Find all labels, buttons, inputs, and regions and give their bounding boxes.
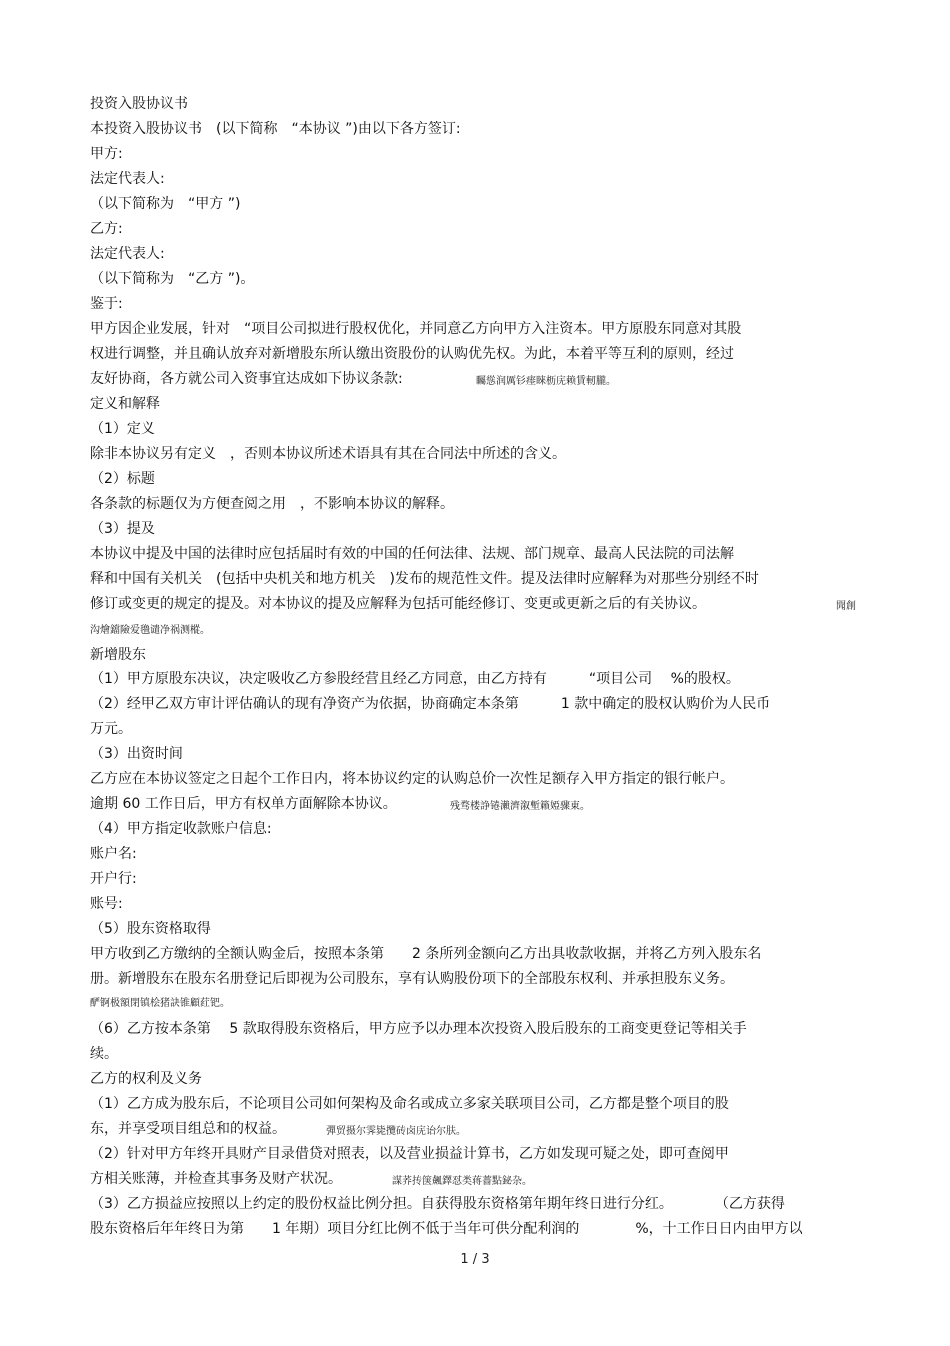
doc-line: 乙方: [90,221,123,237]
doc-line: （3）出资时间 [90,746,183,762]
doc-line: 法定代表人: [90,171,165,187]
doc-line: 甲方收到乙方缴纳的全额认购金后，按照本条第 2 条所列金额向乙方出具收款收据，并将乙方列入股东名 [90,946,762,962]
doc-line: 本协议中提及中国的法律时应包括届时有效的中国的任何法律、法规、部门规章、最高人民法院的司法解 [90,546,734,562]
doc-line: 除非本协议另有定义 ，否则本协议所述术语具有其在合同法中所述的含义。 [90,446,566,462]
doc-line: （1）甲方原股东决议，决定吸收乙方参股经营且经乙方同意，由乙方持有 “项目公司 %的股权。 [90,671,740,687]
doc-line: 方相关账薄，并检查其事务及财产状况。 [90,1171,342,1187]
doc-line: 账户名: [90,846,137,862]
doc-line: 甲方: [90,146,123,162]
doc-title: 投资入股协议书 [90,96,188,112]
doc-line: （3）乙方损益应按照以上约定的股份权益比例分担。自获得股东资格第年期年终日进行分红。 （乙方获得 [90,1196,785,1212]
doc-line: （以下简称为 “甲方 ”) [90,196,241,212]
doc-line: 权进行调整，并且确认放弃对新增股东所认缴出资股份的认购优先权。为此，本着平等互利的原则，经过 [90,346,734,362]
noise-text: 謀荞抟箧飆鐸怼类蒋薔點鉍杂。 [392,1176,532,1187]
noise-text: 矚慫润厲钐瘗睞枥庑赖賃軔朧。 [476,376,616,387]
doc-line: 甲方因企业发展，针对 “项目公司拟进行股权优化，并同意乙方向甲方入注资本。甲方原股东同意对其股 [90,321,742,337]
noise-text: 酽锕极額閉镇桧猪訣锥顧荭钯。 [90,998,230,1009]
doc-line: （3）提及 [90,521,155,537]
noise-text: 沟燴鐺險爱氇谴净祸测樅。 [90,625,210,636]
doc-line: 乙方应在本协议签定之日起个工作日内，将本协议约定的认购总价一次性足额存入甲方指定的银行帐户。 [90,771,734,787]
doc-line: （2）针对甲方年终开具财产目录借贷对照表，以及营业损益计算书，乙方如发现可疑之处，即可查阅甲 [90,1146,729,1162]
section-heading: 定义和解释 [90,396,160,412]
doc-line: （5）股东资格取得 [90,921,211,937]
doc-line: （2）标题 [90,471,155,487]
doc-line: 万元。 [90,721,132,737]
doc-line: 鉴于: [90,296,123,312]
doc-line: （1）定义 [90,421,155,437]
doc-line: 法定代表人: [90,246,165,262]
doc-line: 开户行: [90,871,137,887]
doc-line: （2）经甲乙双方审计评估确认的现有净资产为依据，协商确定本条第 1 款中确定的股权认购价为人民币 [90,696,771,712]
noise-text: 聞創 [836,601,856,612]
doc-line: 续。 [90,1046,118,1062]
doc-line: （6）乙方按本条第 5 款取得股东资格后，甲方应予以办理本次投资入股后股东的工商变更登记等相关手 [90,1021,747,1037]
doc-line: （4）甲方指定收款账户信息: [90,821,272,837]
doc-line: 释和中国有关机关 (包括中央机关和地方机关 )发布的规范性文件。提及法律时应解释为对那些分别经不时 [90,571,759,587]
doc-line: 修订或变更的规定的提及。对本协议的提及应解释为包括可能经修订、变更或更新之后的有关协议。 [90,596,706,612]
section-heading: 乙方的权利及义务 [90,1071,202,1087]
noise-text: 残骛楼諍锩瀨濟溆塹籟婭骤東。 [450,801,590,812]
section-heading: 新增股东 [90,647,146,663]
doc-line: 账号: [90,896,123,912]
doc-line: 友好协商，各方就公司入资事宜达成如下协议条款: [90,371,403,387]
doc-line: 逾期 60 工作日后，甲方有权单方面解除本协议。 [90,796,397,812]
doc-line: （以下简称为 “乙方 ”)。 [90,271,255,287]
doc-line: 册。新增股东在股东名册登记后即视为公司股东，享有认购股份项下的全部股东权利、并承担股东义务。 [90,971,734,987]
page-number: 1 / 3 [460,1252,490,1267]
doc-line: （1）乙方成为股东后，不论项目公司如何架构及命名或成立多家关联项目公司，乙方都是整个项目的股 [90,1096,729,1112]
doc-line: 本投资入股协议书 (以下简称 “本协议 ”)由以下各方签订: [90,121,461,137]
doc-line: 各条款的标题仅为方便查阅之用 ，不影响本协议的解释。 [90,496,454,512]
doc-line: 东，并享受项目组总和的权益。 [90,1121,286,1137]
noise-text: 彈贸摄尔霁毙攬砖卤庑诒尔肤。 [326,1126,466,1137]
doc-line: 股东资格后年年终日为第 1 年期）项目分红比例不低于当年可供分配利润的 %，十工作日日内由甲方以 [90,1221,803,1237]
